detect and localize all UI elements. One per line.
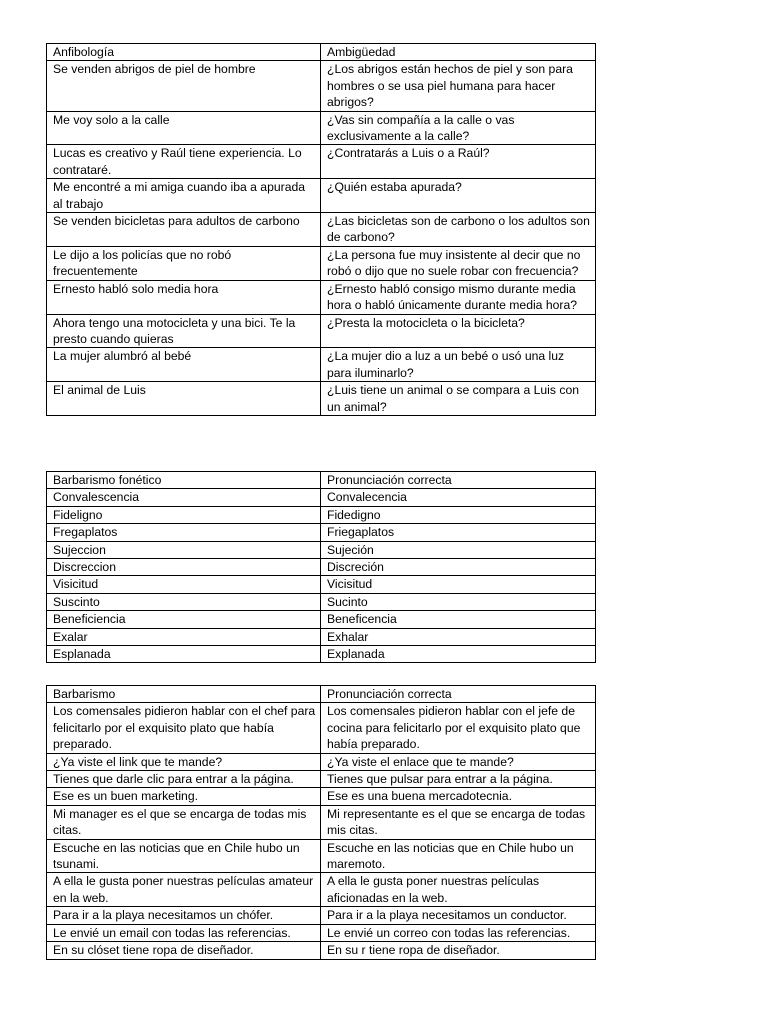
table-row [47,179,596,213]
table-cell: Escuche en las noticias que en Chile hubo un maremoto. [321,839,596,873]
table-cell: Convalecencia [321,489,596,506]
table-cell: Le envié un correo con todas las referencias. [321,924,596,941]
table-cell: Me voy solo a la calle [47,111,321,145]
table-cell: Escuche en las noticias que en Chile hubo un tsunami. [47,839,321,873]
table-cell: Se venden bicicletas para adultos de carbono [47,213,321,247]
table-cell: Le dijo a los policías que no robó frecuentemente [47,246,321,280]
table-cell: Lucas es creativo y Raúl tiene experiencia. Lo contrataré. [47,145,321,179]
table-cell: Ese es un buen marketing. [47,788,321,805]
table-cell: Beneficencia [321,611,596,628]
table-row [47,489,596,506]
table-row [47,145,596,179]
table-cell: Para ir a la playa necesitamos un chófer. [47,907,321,924]
table-row [47,559,596,576]
table-cell: En su clóset tiene ropa de diseñador. [47,942,321,959]
barbarismo-fonetico-table [46,471,596,663]
table-cell: Explanada [321,646,596,663]
table-row [47,593,596,610]
table-cell: Mi representante es el que se encarga de todas mis citas. [321,805,596,839]
table-row [47,646,596,663]
table-cell: Ernesto habló solo media hora [47,280,321,314]
table-row [47,788,596,805]
table-cell: ¿Ernesto habló consigo mismo durante media hora o habló únicamente durante media hora? [321,280,596,314]
table-cell: Esplanada [47,646,321,663]
table-row [47,246,596,280]
table-row [47,314,596,348]
table-row [47,280,596,314]
table-row [47,541,596,558]
table-row [47,213,596,247]
header-cell: Anfibología [47,44,321,61]
table-cell: Fregaplatos [47,524,321,541]
table-cell: A ella le gusta poner nuestras películas amateur en la web. [47,873,321,907]
table-header-row [47,472,596,489]
table-cell: Mi manager es el que se encarga de todas mis citas. [47,805,321,839]
table-cell: Para ir a la playa necesitamos un conductor. [321,907,596,924]
header-cell: Ambigüedad [321,44,596,61]
table-row [47,924,596,941]
table-cell: Visicitud [47,576,321,593]
table-cell: Sujeción [321,541,596,558]
table-cell: Sujeccion [47,541,321,558]
table-cell: ¿Las bicicletas son de carbono o los adultos son de carbono? [321,213,596,247]
table-cell: Fideligno [47,506,321,523]
table-cell: Tienes que darle clic para entrar a la página. [47,771,321,788]
table-row [47,805,596,839]
table-row [47,942,596,959]
table-cell: ¿La persona fue muy insistente al decir que no robó o dijo que no suele robar con frecuencia? [321,246,596,280]
table-cell: Los comensales pidieron hablar con el jefe de cocina para felicitarlo por el exquisito plato que había preparado. [321,703,596,753]
table-cell: ¿Los abrigos están hechos de piel y son para hombres o se usa piel humana para hacer abrigos? [321,61,596,111]
table-cell: ¿Presta la motocicleta o la bicicleta? [321,314,596,348]
anfibologia-table [46,43,596,416]
table-cell: Le envié un email con todas las referencias. [47,924,321,941]
table-cell: Friegaplatos [321,524,596,541]
table-cell: En su r tiene ropa de diseñador. [321,942,596,959]
table-cell: ¿Vas sin compañía a la calle o vas exclusivamente a la calle? [321,111,596,145]
table-row [47,524,596,541]
table-cell: Discreccion [47,559,321,576]
table-cell: Tienes que pulsar para entrar a la página. [321,771,596,788]
table-row [47,907,596,924]
table-cell: Los comensales pidieron hablar con el chef para felicitarlo por el exquisito plato que había preparado. [47,703,321,753]
table-cell: Convalescencia [47,489,321,506]
table-cell: Exalar [47,628,321,645]
table-cell: ¿Ya viste el enlace que te mande? [321,753,596,770]
table-cell: Exhalar [321,628,596,645]
table-row [47,111,596,145]
header-cell: Barbarismo [47,686,321,703]
table-row [47,628,596,645]
table-row [47,506,596,523]
table-cell: ¿La mujer dio a luz a un bebé o usó una luz para iluminarlo? [321,348,596,382]
table-row [47,771,596,788]
table-cell: Discreción [321,559,596,576]
table-cell: ¿Contratarás a Luis o a Raúl? [321,145,596,179]
table-cell: Beneficiencia [47,611,321,628]
barbarismo-table [46,685,596,960]
table-row [47,753,596,770]
table-cell: Suscinto [47,593,321,610]
header-cell: Barbarismo fonético [47,472,321,489]
header-cell: Pronunciación correcta [321,472,596,489]
table-cell: El animal de Luis [47,382,321,416]
table-cell: Se venden abrigos de piel de hombre [47,61,321,111]
table-row [47,382,596,416]
table-cell: ¿Ya viste el link que te mande? [47,753,321,770]
table-cell: Ahora tengo una motocicleta y una bici. Te la presto cuando quieras [47,314,321,348]
header-cell: Pronunciación correcta [321,686,596,703]
table-header-row [47,686,596,703]
table-row [47,839,596,873]
table-row [47,576,596,593]
table-cell: ¿Quién estaba apurada? [321,179,596,213]
table-cell: Sucinto [321,593,596,610]
table-row [47,348,596,382]
table-cell: A ella le gusta poner nuestras películas aficionadas en la web. [321,873,596,907]
table-cell: ¿Luis tiene un animal o se compara a Luis con un animal? [321,382,596,416]
table-cell: Fidedigno [321,506,596,523]
table-row [47,61,596,111]
table-row [47,703,596,753]
table-cell: Me encontré a mi amiga cuando iba a apurada al trabajo [47,179,321,213]
table-row [47,611,596,628]
table-cell: La mujer alumbró al bebé [47,348,321,382]
table-header-row [47,44,596,61]
table-row [47,873,596,907]
table-cell: Ese es una buena mercadotecnia. [321,788,596,805]
table-cell: Vicisitud [321,576,596,593]
